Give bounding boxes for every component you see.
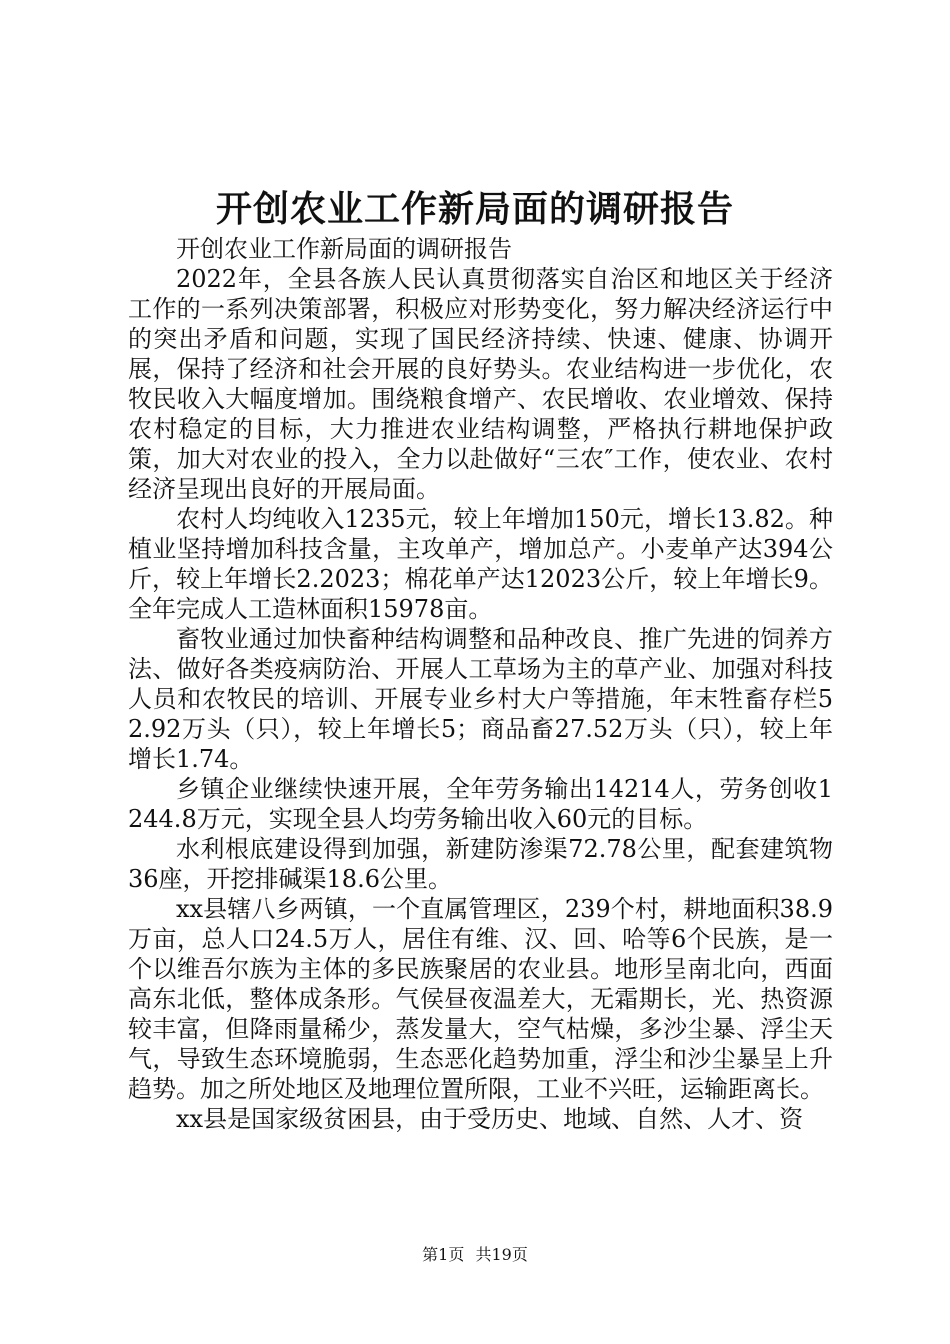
page-footer — [0, 1244, 950, 1266]
paragraph-subtitle: 开创农业工作新局面的调研报告 — [176, 235, 512, 263]
paragraph-township-enterprise: 乡镇企业继续快速开展，全年劳务输出14214人，劳务创收1244.8万元，实现全县人均劳务输出收入60元的目标。 — [128, 775, 833, 833]
document-body — [128, 234, 833, 1134]
paragraph-water-conservancy: 水利根底建设得到加强，新建防渗渠72.78公里，配套建筑物36座，开挖排碱渠18.6公里。 — [128, 835, 833, 893]
page-number: 第1页 — [422, 1245, 465, 1264]
page-total: 共19页 — [475, 1245, 528, 1264]
document-title: 开创农业工作新局面的调研报告 — [215, 189, 734, 230]
paragraph-county-profile: xx县辖八乡两镇，一个直属管理区，239个村，耕地面积38.9万亩，总人口24.5万人，居住有维、汉、回、哈等6个民族，是一个以维吾尔族为主体的多民族聚居的农业县。地形呈南北向，西面高东北低，整体成条形。气侯昼夜温差大，无霜期长，光、热资源较丰富，但降雨量稀少，蒸发量大，空气枯燥，多沙尘暴、浮尘天气，导致生态环境脆弱，生态恶化趋势加重，浮尘和沙尘暴呈上升趋势。加之所处地区及地理位置所限，工业不兴旺，运输距离长。 — [128, 895, 833, 1103]
paragraph-economy-overview: 2022年，全县各族人民认真贯彻落实自治区和地区关于经济工作的一系列决策部署，积极应对形势变化，努力解决经济运行中的突出矛盾和问题，实现了国民经济持续、快速、健康、协调开展，保持了经济和社会开展的良好势头。农业结构进一步优化，农牧民收入大幅度增加。围绕粮食增产、农民增收、农业增效、保持农村稳定的目标，大力推进农业结构调整，严格执行耕地保护政策，加大对农业的投入，全力以赴做好“三农″工作，使农业、农村经济呈现出良好的开展局面。 — [128, 265, 833, 503]
paragraph-poverty-county: xx县是国家级贫困县，由于受历史、地域、自然、人才、资 — [176, 1105, 804, 1133]
paragraph-livestock: 畜牧业通过加快畜种结构调整和品种改良、推广先进的饲养方法、做好各类疫病防治、开展人工草场为主的草产业、加强对科技人员和农牧民的培训、开展专业乡村大户等措施，年末牲畜存栏52.92万头（只），较上年增长5；商品畜27.52万头（只），较上年增长1.74。 — [128, 625, 833, 773]
paragraph-rural-income: 农村人均纯收入1235元，较上年增加150元，增长13.82。种植业坚持增加科技含量，主攻单产，增加总产。小麦单产达394公斤，较上年增长2.2023；棉花单产达12023公斤，较上年增长9。全年完成人工造林面积15978亩。 — [128, 505, 833, 623]
